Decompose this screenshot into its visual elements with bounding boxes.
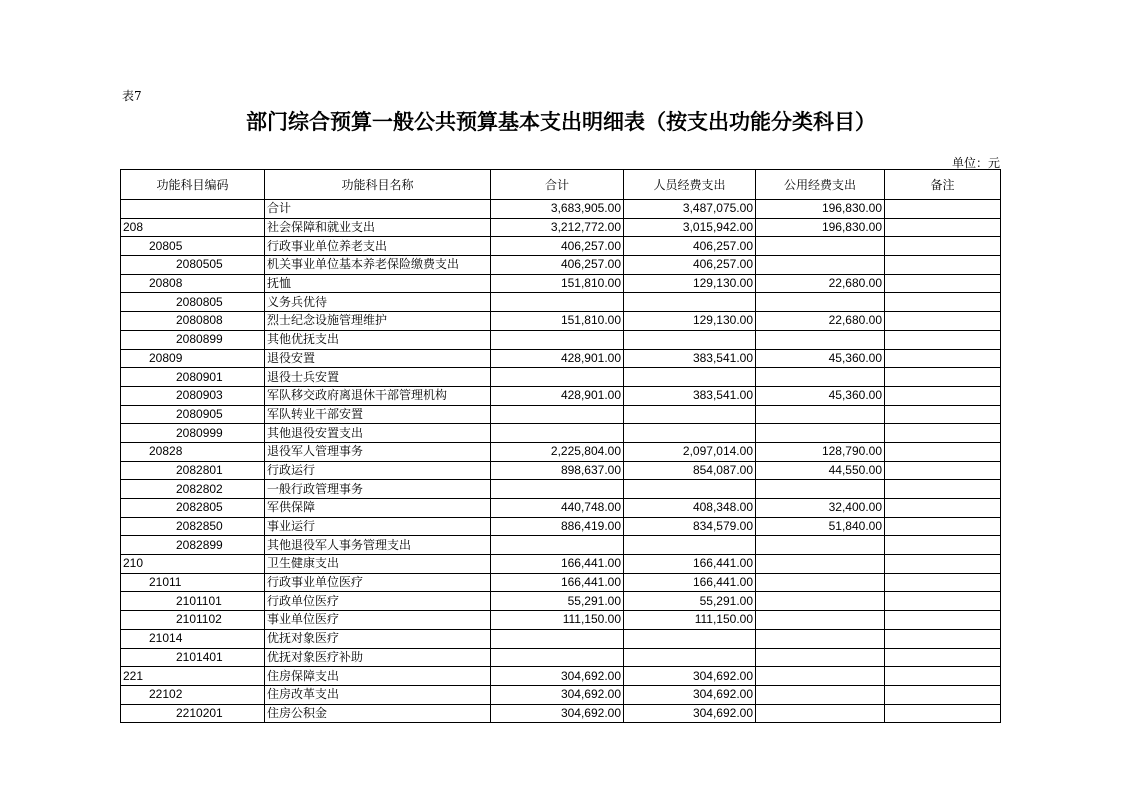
cell-personnel: 408,348.00 bbox=[624, 499, 756, 518]
header-code: 功能科目编码 bbox=[121, 170, 265, 200]
cell-name: 机关事业单位基本养老保险缴费支出 bbox=[265, 256, 491, 275]
cell-name: 一般行政管理事务 bbox=[265, 480, 491, 499]
cell-public: 51,840.00 bbox=[756, 517, 885, 536]
table-row bbox=[121, 573, 1001, 592]
cell-name: 行政运行 bbox=[265, 461, 491, 480]
cell-code: 2101101 bbox=[121, 592, 265, 611]
cell-note bbox=[885, 555, 1001, 574]
cell-name: 军队转业干部安置 bbox=[265, 405, 491, 424]
cell-code: 2082801 bbox=[121, 461, 265, 480]
cell-public bbox=[756, 629, 885, 648]
cell-name: 住房改革支出 bbox=[265, 685, 491, 704]
cell-total bbox=[491, 424, 624, 443]
cell-public bbox=[756, 330, 885, 349]
cell-public bbox=[756, 368, 885, 387]
table-row bbox=[121, 611, 1001, 630]
cell-total: 3,212,772.00 bbox=[491, 218, 624, 237]
cell-personnel: 383,541.00 bbox=[624, 349, 756, 368]
cell-name: 事业单位医疗 bbox=[265, 611, 491, 630]
cell-total: 886,419.00 bbox=[491, 517, 624, 536]
cell-personnel: 854,087.00 bbox=[624, 461, 756, 480]
cell-note bbox=[885, 461, 1001, 480]
cell-public bbox=[756, 536, 885, 555]
cell-code: 2080901 bbox=[121, 368, 265, 387]
cell-note bbox=[885, 685, 1001, 704]
cell-personnel: 166,441.00 bbox=[624, 573, 756, 592]
cell-name: 义务兵优待 bbox=[265, 293, 491, 312]
cell-public: 44,550.00 bbox=[756, 461, 885, 480]
cell-note bbox=[885, 611, 1001, 630]
cell-public bbox=[756, 256, 885, 275]
cell-public: 196,830.00 bbox=[756, 200, 885, 219]
cell-code: 2082850 bbox=[121, 517, 265, 536]
cell-code: 20808 bbox=[121, 274, 265, 293]
cell-total: 151,810.00 bbox=[491, 312, 624, 331]
cell-public bbox=[756, 405, 885, 424]
cell-public bbox=[756, 648, 885, 667]
cell-total: 898,637.00 bbox=[491, 461, 624, 480]
cell-personnel bbox=[624, 405, 756, 424]
table-row bbox=[121, 274, 1001, 293]
cell-name: 住房公积金 bbox=[265, 704, 491, 723]
cell-name: 优抚对象医疗补助 bbox=[265, 648, 491, 667]
table-row bbox=[121, 312, 1001, 331]
cell-code: 22102 bbox=[121, 685, 265, 704]
cell-note bbox=[885, 592, 1001, 611]
header-name: 功能科目名称 bbox=[265, 170, 491, 200]
cell-personnel: 3,487,075.00 bbox=[624, 200, 756, 219]
cell-personnel bbox=[624, 648, 756, 667]
cell-note bbox=[885, 667, 1001, 686]
cell-note bbox=[885, 517, 1001, 536]
cell-total bbox=[491, 405, 624, 424]
cell-public: 22,680.00 bbox=[756, 312, 885, 331]
cell-public bbox=[756, 667, 885, 686]
cell-name: 退役士兵安置 bbox=[265, 368, 491, 387]
table-row bbox=[121, 330, 1001, 349]
cell-code: 2101401 bbox=[121, 648, 265, 667]
cell-total: 406,257.00 bbox=[491, 256, 624, 275]
cell-code bbox=[121, 200, 265, 219]
cell-total: 2,225,804.00 bbox=[491, 442, 624, 461]
table-row bbox=[121, 442, 1001, 461]
cell-total: 304,692.00 bbox=[491, 667, 624, 686]
cell-total: 151,810.00 bbox=[491, 274, 624, 293]
cell-name: 抚恤 bbox=[265, 274, 491, 293]
cell-code: 2082805 bbox=[121, 499, 265, 518]
cell-public: 45,360.00 bbox=[756, 349, 885, 368]
cell-note bbox=[885, 349, 1001, 368]
cell-public bbox=[756, 237, 885, 256]
cell-total: 406,257.00 bbox=[491, 237, 624, 256]
cell-name: 军供保障 bbox=[265, 499, 491, 518]
cell-total: 304,692.00 bbox=[491, 685, 624, 704]
cell-total bbox=[491, 536, 624, 555]
cell-name: 住房保障支出 bbox=[265, 667, 491, 686]
cell-total: 440,748.00 bbox=[491, 499, 624, 518]
cell-note bbox=[885, 573, 1001, 592]
cell-personnel: 55,291.00 bbox=[624, 592, 756, 611]
cell-total bbox=[491, 368, 624, 387]
cell-note bbox=[885, 704, 1001, 723]
cell-name: 行政事业单位医疗 bbox=[265, 573, 491, 592]
cell-personnel bbox=[624, 629, 756, 648]
cell-note bbox=[885, 312, 1001, 331]
cell-note bbox=[885, 386, 1001, 405]
cell-name: 事业运行 bbox=[265, 517, 491, 536]
cell-total: 166,441.00 bbox=[491, 573, 624, 592]
table-row bbox=[121, 480, 1001, 499]
cell-personnel bbox=[624, 480, 756, 499]
table-row bbox=[121, 629, 1001, 648]
cell-name: 卫生健康支出 bbox=[265, 555, 491, 574]
cell-note bbox=[885, 405, 1001, 424]
cell-code: 2080903 bbox=[121, 386, 265, 405]
cell-note bbox=[885, 536, 1001, 555]
cell-name: 行政单位医疗 bbox=[265, 592, 491, 611]
table-row bbox=[121, 648, 1001, 667]
table-row bbox=[121, 517, 1001, 536]
cell-personnel: 2,097,014.00 bbox=[624, 442, 756, 461]
cell-code: 2082899 bbox=[121, 536, 265, 555]
cell-name: 社会保障和就业支出 bbox=[265, 218, 491, 237]
cell-public bbox=[756, 592, 885, 611]
table-row bbox=[121, 218, 1001, 237]
table-row bbox=[121, 256, 1001, 275]
table-row bbox=[121, 592, 1001, 611]
cell-note bbox=[885, 256, 1001, 275]
cell-code: 2210201 bbox=[121, 704, 265, 723]
cell-name: 退役军人管理事务 bbox=[265, 442, 491, 461]
table-row bbox=[121, 536, 1001, 555]
table-row bbox=[121, 704, 1001, 723]
page-title: 部门综合预算一般公共预算基本支出明细表（按支出功能分类科目） bbox=[246, 110, 876, 134]
cell-personnel: 3,015,942.00 bbox=[624, 218, 756, 237]
cell-personnel: 129,130.00 bbox=[624, 274, 756, 293]
cell-total: 428,901.00 bbox=[491, 349, 624, 368]
cell-note bbox=[885, 648, 1001, 667]
budget-table bbox=[120, 169, 1001, 723]
cell-public bbox=[756, 704, 885, 723]
cell-code: 2080805 bbox=[121, 293, 265, 312]
cell-code: 21014 bbox=[121, 629, 265, 648]
table-row bbox=[121, 200, 1001, 219]
cell-total: 111,150.00 bbox=[491, 611, 624, 630]
cell-code: 2080808 bbox=[121, 312, 265, 331]
cell-public: 128,790.00 bbox=[756, 442, 885, 461]
cell-public bbox=[756, 573, 885, 592]
cell-total: 55,291.00 bbox=[491, 592, 624, 611]
header-total: 合计 bbox=[491, 170, 624, 200]
cell-public bbox=[756, 480, 885, 499]
cell-code: 21011 bbox=[121, 573, 265, 592]
table-row bbox=[121, 461, 1001, 480]
cell-note bbox=[885, 274, 1001, 293]
cell-personnel bbox=[624, 368, 756, 387]
table-number: 表7 bbox=[122, 89, 142, 103]
cell-total bbox=[491, 480, 624, 499]
cell-personnel bbox=[624, 330, 756, 349]
cell-personnel: 406,257.00 bbox=[624, 237, 756, 256]
cell-note bbox=[885, 368, 1001, 387]
cell-total bbox=[491, 293, 624, 312]
table-row bbox=[121, 555, 1001, 574]
header-note: 备注 bbox=[885, 170, 1001, 200]
cell-personnel: 304,692.00 bbox=[624, 685, 756, 704]
table-header-row bbox=[121, 170, 1001, 200]
cell-note bbox=[885, 424, 1001, 443]
cell-name: 烈士纪念设施管理维护 bbox=[265, 312, 491, 331]
cell-personnel bbox=[624, 536, 756, 555]
table-row bbox=[121, 667, 1001, 686]
cell-note bbox=[885, 442, 1001, 461]
cell-code: 2080905 bbox=[121, 405, 265, 424]
cell-name: 退役安置 bbox=[265, 349, 491, 368]
cell-personnel: 406,257.00 bbox=[624, 256, 756, 275]
table-row bbox=[121, 293, 1001, 312]
cell-public: 32,400.00 bbox=[756, 499, 885, 518]
cell-personnel: 111,150.00 bbox=[624, 611, 756, 630]
cell-name: 军队移交政府离退休干部管理机构 bbox=[265, 386, 491, 405]
header-personnel: 人员经费支出 bbox=[624, 170, 756, 200]
table-row bbox=[121, 368, 1001, 387]
table-row bbox=[121, 349, 1001, 368]
unit-label: 单位：元 bbox=[951, 156, 1000, 170]
cell-note bbox=[885, 499, 1001, 518]
cell-code: 20809 bbox=[121, 349, 265, 368]
table-row bbox=[121, 685, 1001, 704]
cell-personnel: 304,692.00 bbox=[624, 667, 756, 686]
cell-personnel bbox=[624, 424, 756, 443]
cell-personnel: 834,579.00 bbox=[624, 517, 756, 536]
cell-public bbox=[756, 555, 885, 574]
cell-name: 其他退役安置支出 bbox=[265, 424, 491, 443]
cell-total: 304,692.00 bbox=[491, 704, 624, 723]
cell-note bbox=[885, 200, 1001, 219]
cell-note bbox=[885, 629, 1001, 648]
table-row bbox=[121, 405, 1001, 424]
table-row bbox=[121, 386, 1001, 405]
cell-code: 2101102 bbox=[121, 611, 265, 630]
cell-code: 20828 bbox=[121, 442, 265, 461]
cell-public bbox=[756, 685, 885, 704]
cell-note bbox=[885, 480, 1001, 499]
cell-personnel: 383,541.00 bbox=[624, 386, 756, 405]
cell-code: 2080899 bbox=[121, 330, 265, 349]
cell-public bbox=[756, 424, 885, 443]
cell-total: 428,901.00 bbox=[491, 386, 624, 405]
cell-personnel: 166,441.00 bbox=[624, 555, 756, 574]
cell-personnel: 304,692.00 bbox=[624, 704, 756, 723]
cell-total bbox=[491, 648, 624, 667]
cell-public bbox=[756, 611, 885, 630]
cell-personnel bbox=[624, 293, 756, 312]
cell-total: 166,441.00 bbox=[491, 555, 624, 574]
cell-personnel: 129,130.00 bbox=[624, 312, 756, 331]
cell-note bbox=[885, 330, 1001, 349]
table-row bbox=[121, 499, 1001, 518]
cell-note bbox=[885, 237, 1001, 256]
cell-code: 210 bbox=[121, 555, 265, 574]
cell-public: 45,360.00 bbox=[756, 386, 885, 405]
cell-total bbox=[491, 629, 624, 648]
cell-code: 2082802 bbox=[121, 480, 265, 499]
table-body bbox=[121, 200, 1001, 723]
cell-total bbox=[491, 330, 624, 349]
cell-name: 其他优抚支出 bbox=[265, 330, 491, 349]
cell-code: 221 bbox=[121, 667, 265, 686]
cell-public: 196,830.00 bbox=[756, 218, 885, 237]
cell-note bbox=[885, 293, 1001, 312]
table-row bbox=[121, 237, 1001, 256]
cell-public: 22,680.00 bbox=[756, 274, 885, 293]
cell-code: 208 bbox=[121, 218, 265, 237]
cell-name: 优抚对象医疗 bbox=[265, 629, 491, 648]
cell-note bbox=[885, 218, 1001, 237]
cell-code: 2080505 bbox=[121, 256, 265, 275]
cell-public bbox=[756, 293, 885, 312]
cell-code: 2080999 bbox=[121, 424, 265, 443]
table-row bbox=[121, 424, 1001, 443]
cell-name: 合计 bbox=[265, 200, 491, 219]
cell-code: 20805 bbox=[121, 237, 265, 256]
cell-name: 其他退役军人事务管理支出 bbox=[265, 536, 491, 555]
cell-name: 行政事业单位养老支出 bbox=[265, 237, 491, 256]
header-public: 公用经费支出 bbox=[756, 170, 885, 200]
cell-total: 3,683,905.00 bbox=[491, 200, 624, 219]
